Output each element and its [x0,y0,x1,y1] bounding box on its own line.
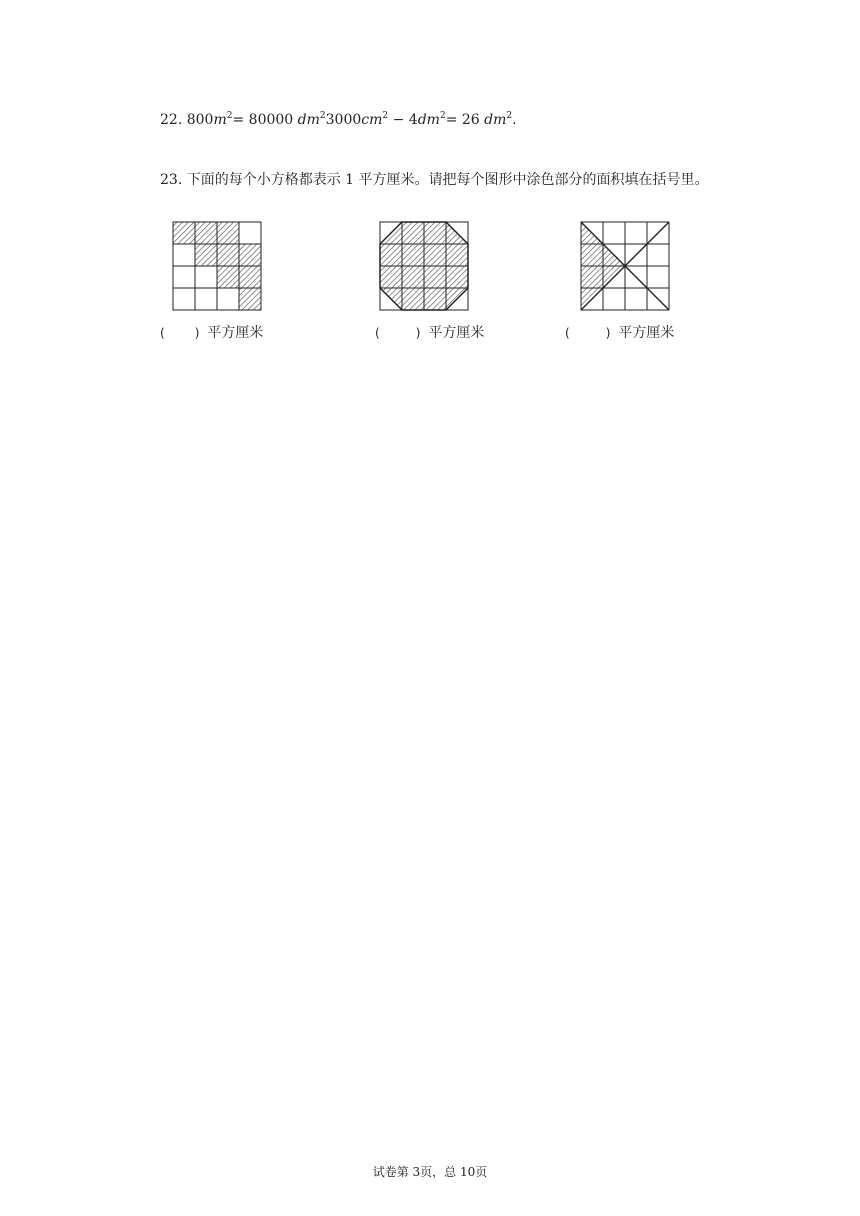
grid-figure-2 [379,221,469,312]
filled-answer: 80000 [248,112,294,128]
grid-figure-3 [580,221,670,312]
question-22: 22. $800m^2= 80000$ $dm^23000cm^2 - 4dm^2= 26$ $dm^2$. [160,111,517,128]
question-number: 23. [160,172,183,188]
page-footer: 试卷第 3页，总 10页 [372,1165,488,1179]
answer-blank-2: ( ) 平方厘米 [375,325,485,341]
question-23 [160,169,730,191]
answer-blank-3: ( ) 平方厘米 [565,325,675,341]
filled-answer: 26 [461,112,480,128]
question-text: 下面的每个小方格都表示 1 平方厘米。请把每个图形中涂色部分的面积填在括号里。 [186,172,709,188]
question-number: 22. [160,112,183,128]
grid-figure-1 [172,221,262,312]
answer-blank-1: ( ) 平方厘米 [160,325,264,341]
